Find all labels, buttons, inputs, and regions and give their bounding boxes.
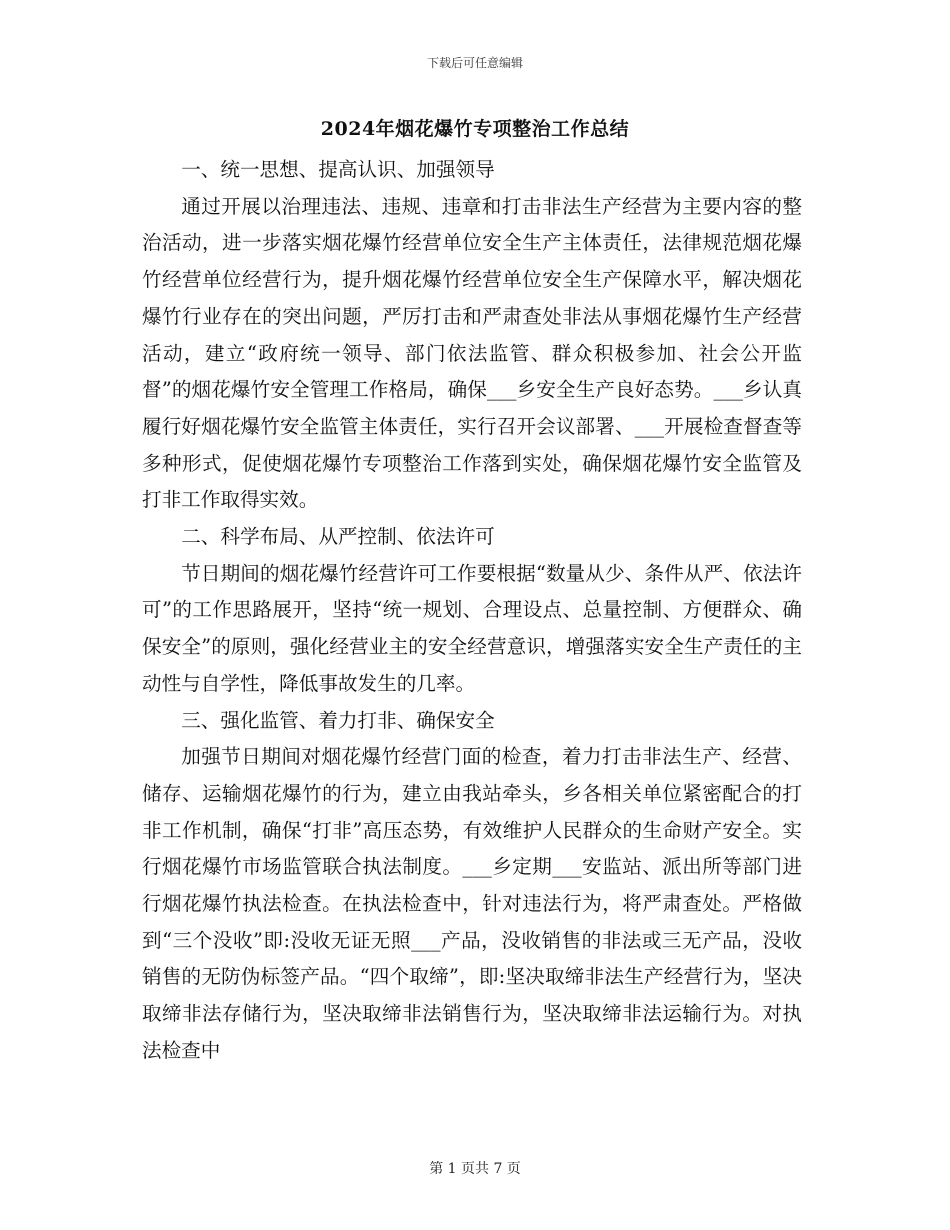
section-heading-2: 二、科学布局、从严控制、依法许可 xyxy=(181,525,495,549)
body-paragraph-1: 通过开展以治理违法、违规、违章和打击非法生产经营为主要内容的整治活动，进一步落实烟花爆竹经营单位安全生产主体责任，法律规范烟花爆竹经营单位经营行为，提升烟花爆竹经营单位安全生产保障水平，解决烟花爆竹行业存在的突出问题，严厉打击和严肃查处非法从事烟花爆竹生产经营活动，建立“政府统一领导、部门依法监管、群众积极参加、社会公开监督”的烟花爆竹安全管理工作格局，确保___乡安全生产良好态势。___乡认真履行好烟花爆竹安全监管主体责任，实行召开会议部署、___开展检查督查等多种形式，促使烟花爆竹专项整治工作落到实处，确保烟花爆竹安全监管及打非工作取得实效。 xyxy=(142,194,802,512)
body-paragraph-2: 节日期间的烟花爆竹经营许可工作要根据“数量从少、条件从严、依法许可”的工作思路展开，坚持“统一规划、合理设点、总量控制、方便群众、确保安全”的原则，强化经营业主的安全经营意识，增强落实安全生产责任的主动性与自学性，降低事故发生的几率。 xyxy=(142,561,802,695)
section-heading-3: 三、强化监管、着力打非、确保安全 xyxy=(181,708,495,732)
body-paragraph-3: 加强节日期间对烟花爆竹经营门面的检查，着力打击非法生产、经营、储存、运输烟花爆竹的行为，建立由我站牵头，乡各相关单位紧密配合的打非工作机制，确保“打非”高压态势，有效维护人民群众的生命财产安全。实行烟花爆竹市场监管联合执法制度。___乡定期___安监站、派出所等部门进行烟花爆竹执法检查。在执法检查中，针对违法行为，将严肃查处。严格做到“三个没收”即:没收无证无照___产品，没收销售的非法或三无产品，没收销售的无防伪标签产品。“四个取缔”，即:坚决取缔非法生产经营行为，坚决取缔非法存储行为，坚决取缔非法销售行为，坚决取缔非法运输行为。对执法检查中 xyxy=(142,745,802,1062)
document-body xyxy=(142,152,802,1070)
section-heading-1: 一、统一思想、提高认识、加强领导 xyxy=(181,158,495,181)
document-title: 2024年烟花爆竹专项整治工作总结 xyxy=(320,118,630,140)
page-number: 第 1 页共 7 页 xyxy=(429,1161,521,1177)
header-note: 下载后可任意编辑 xyxy=(426,56,523,70)
